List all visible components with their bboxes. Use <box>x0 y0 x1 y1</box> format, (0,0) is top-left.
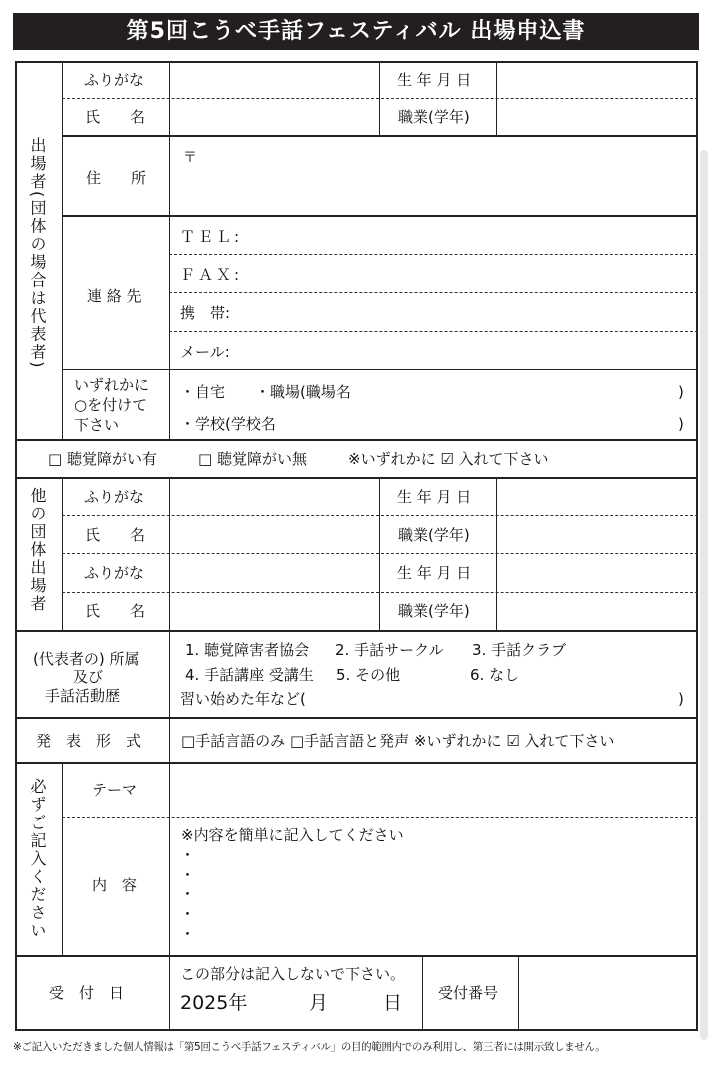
reception-divider <box>422 956 423 1030</box>
section-divider <box>15 439 698 441</box>
mobile-field[interactable] <box>245 294 697 330</box>
others-section-label: 他の団体出場者 <box>28 487 47 613</box>
scrollbar[interactable] <box>700 150 708 1040</box>
row-divider <box>62 817 698 818</box>
occupation-field[interactable] <box>497 594 697 629</box>
affiliation-option-6[interactable]: 6. なし <box>470 666 520 684</box>
theme-label: テーマ <box>92 781 138 799</box>
birth-date-field[interactable] <box>497 63 697 97</box>
others-section-divider <box>62 478 63 630</box>
close-paren: ) <box>678 690 684 708</box>
section-divider <box>15 630 698 632</box>
affiliation-label-line3: 手話活動歴 <box>45 687 121 705</box>
reception-number-label: 受付番号 <box>438 984 499 1002</box>
affiliation-option-4[interactable]: 4. 手話講座 受講生 <box>185 666 314 684</box>
birth-date-label: 生 年 月 日 <box>397 488 472 506</box>
choose-instruction-line2: ○を付けて <box>74 396 148 414</box>
label-column-divider <box>169 718 170 762</box>
hearing-impaired-yes-checkbox[interactable]: □ 聴覚障がい有 <box>48 450 157 468</box>
theme-field[interactable] <box>170 764 697 816</box>
row-divider <box>62 98 698 99</box>
content-label: 内 容 <box>92 876 138 894</box>
furigana-label: ふりがな <box>84 488 145 506</box>
choose-instruction-line1: いずれかに <box>74 376 150 394</box>
birth-date-label: 生 年 月 日 <box>397 71 472 89</box>
privacy-footer: ※ご記入いただきました個人情報は「第5回こうべ手話フェスティバル」の目的範囲内でのみ利用し、第三者には開示致しません。 <box>13 1041 606 1053</box>
section-divider <box>15 717 698 719</box>
reception-day: 日 <box>383 992 403 1014</box>
occupation-label: 職業(学年) <box>398 108 470 126</box>
name-field[interactable] <box>170 100 378 134</box>
address-label: 住 所 <box>86 169 147 187</box>
postal-mark: 〒 <box>183 150 197 166</box>
row-divider <box>62 515 698 516</box>
tel-field[interactable] <box>245 218 697 253</box>
home-work-option[interactable]: ・自宅 ・職場(職場名 <box>180 383 351 401</box>
affiliation-label-line2: 及び <box>73 668 104 686</box>
row-divider <box>62 369 698 370</box>
mobile-label: 携 帯: <box>180 304 231 322</box>
content-bullet: ・ <box>180 866 196 884</box>
applicant-section-divider <box>62 62 63 439</box>
address-field[interactable] <box>170 137 697 214</box>
required-section-divider <box>62 763 63 955</box>
tel-label: ＴＥＬ: <box>180 228 243 246</box>
furigana-field[interactable] <box>170 63 378 97</box>
reception-note: この部分は記入しないで下さい。 <box>180 965 406 983</box>
furigana-field[interactable] <box>170 555 378 591</box>
fax-field[interactable] <box>245 256 697 291</box>
affiliation-option-1[interactable]: 1. 聴覚障害者協会 <box>185 641 310 659</box>
contact-divider <box>169 254 698 255</box>
reception-year: 2025年 <box>180 992 248 1014</box>
email-field[interactable] <box>245 333 697 368</box>
occupation-label: 職業(学年) <box>398 602 470 620</box>
row-divider <box>62 215 698 217</box>
affiliation-option-2[interactable]: 2. 手話サークル <box>335 641 444 659</box>
row-divider <box>62 553 698 554</box>
contact-label: 連 絡 先 <box>87 287 142 305</box>
furigana-label: ふりがな <box>84 564 145 582</box>
label-column-divider <box>169 631 170 717</box>
form-title: 第5回こうべ手話フェスティバル 出場申込書 <box>13 13 699 50</box>
close-paren: ) <box>678 383 684 401</box>
reception-month: 月 <box>309 992 329 1014</box>
required-section-label: 必ずご記入ください <box>28 778 47 940</box>
content-bullet: ・ <box>180 925 196 943</box>
content-bullet: ・ <box>180 885 196 903</box>
start-year-field[interactable] <box>320 688 675 712</box>
affiliation-option-5[interactable]: 5. その他 <box>336 666 401 684</box>
start-year-label: 習い始めた年など( <box>180 690 306 708</box>
occupation-label: 職業(学年) <box>398 526 470 544</box>
birth-date-field[interactable] <box>497 555 697 591</box>
label-column-divider <box>169 956 170 1030</box>
reception-number-field <box>519 957 697 1029</box>
choose-instruction-line3: 下さい <box>74 416 120 434</box>
name-field[interactable] <box>170 594 378 629</box>
birth-label-left-divider <box>379 478 380 630</box>
content-field[interactable] <box>192 846 697 954</box>
contact-divider <box>169 292 698 293</box>
email-label: メール: <box>180 343 230 361</box>
hearing-impaired-no-checkbox[interactable]: □ 聴覚障がい無 <box>198 450 307 468</box>
name-label: 氏 名 <box>85 602 146 620</box>
name-label: 氏 名 <box>85 108 146 126</box>
affiliation-label-line1: (代表者の) 所属 <box>33 650 140 668</box>
fax-label: ＦＡＸ: <box>180 266 243 284</box>
close-paren: ) <box>678 415 684 433</box>
affiliation-option-3[interactable]: 3. 手話クラブ <box>472 641 567 659</box>
birth-date-field[interactable] <box>497 479 697 514</box>
name-label: 氏 名 <box>85 526 146 544</box>
format-options[interactable]: □手話言語のみ □手話言語と発声 ※いずれかに ☑ 入れて下さい <box>181 732 615 750</box>
hearing-note: ※いずれかに ☑ 入れて下さい <box>348 450 549 468</box>
content-bullet: ・ <box>180 905 196 923</box>
furigana-label: ふりがな <box>84 71 145 89</box>
occupation-field[interactable] <box>497 517 697 552</box>
school-option[interactable]: ・学校(学校名 <box>180 415 276 433</box>
content-note: ※内容を簡単に記入してください <box>181 826 404 844</box>
reception-date-label: 受 付 日 <box>49 984 125 1002</box>
name-field[interactable] <box>170 517 378 552</box>
occupation-field[interactable] <box>497 100 697 134</box>
birth-date-label: 生 年 月 日 <box>397 564 472 582</box>
applicant-section-label: 出場者(団体の場合は代表者) <box>28 137 47 370</box>
format-label: 発 表 形 式 <box>36 732 142 750</box>
contact-divider <box>169 331 698 332</box>
row-divider <box>62 592 698 593</box>
content-bullet: ・ <box>180 846 196 864</box>
furigana-field[interactable] <box>170 479 378 514</box>
